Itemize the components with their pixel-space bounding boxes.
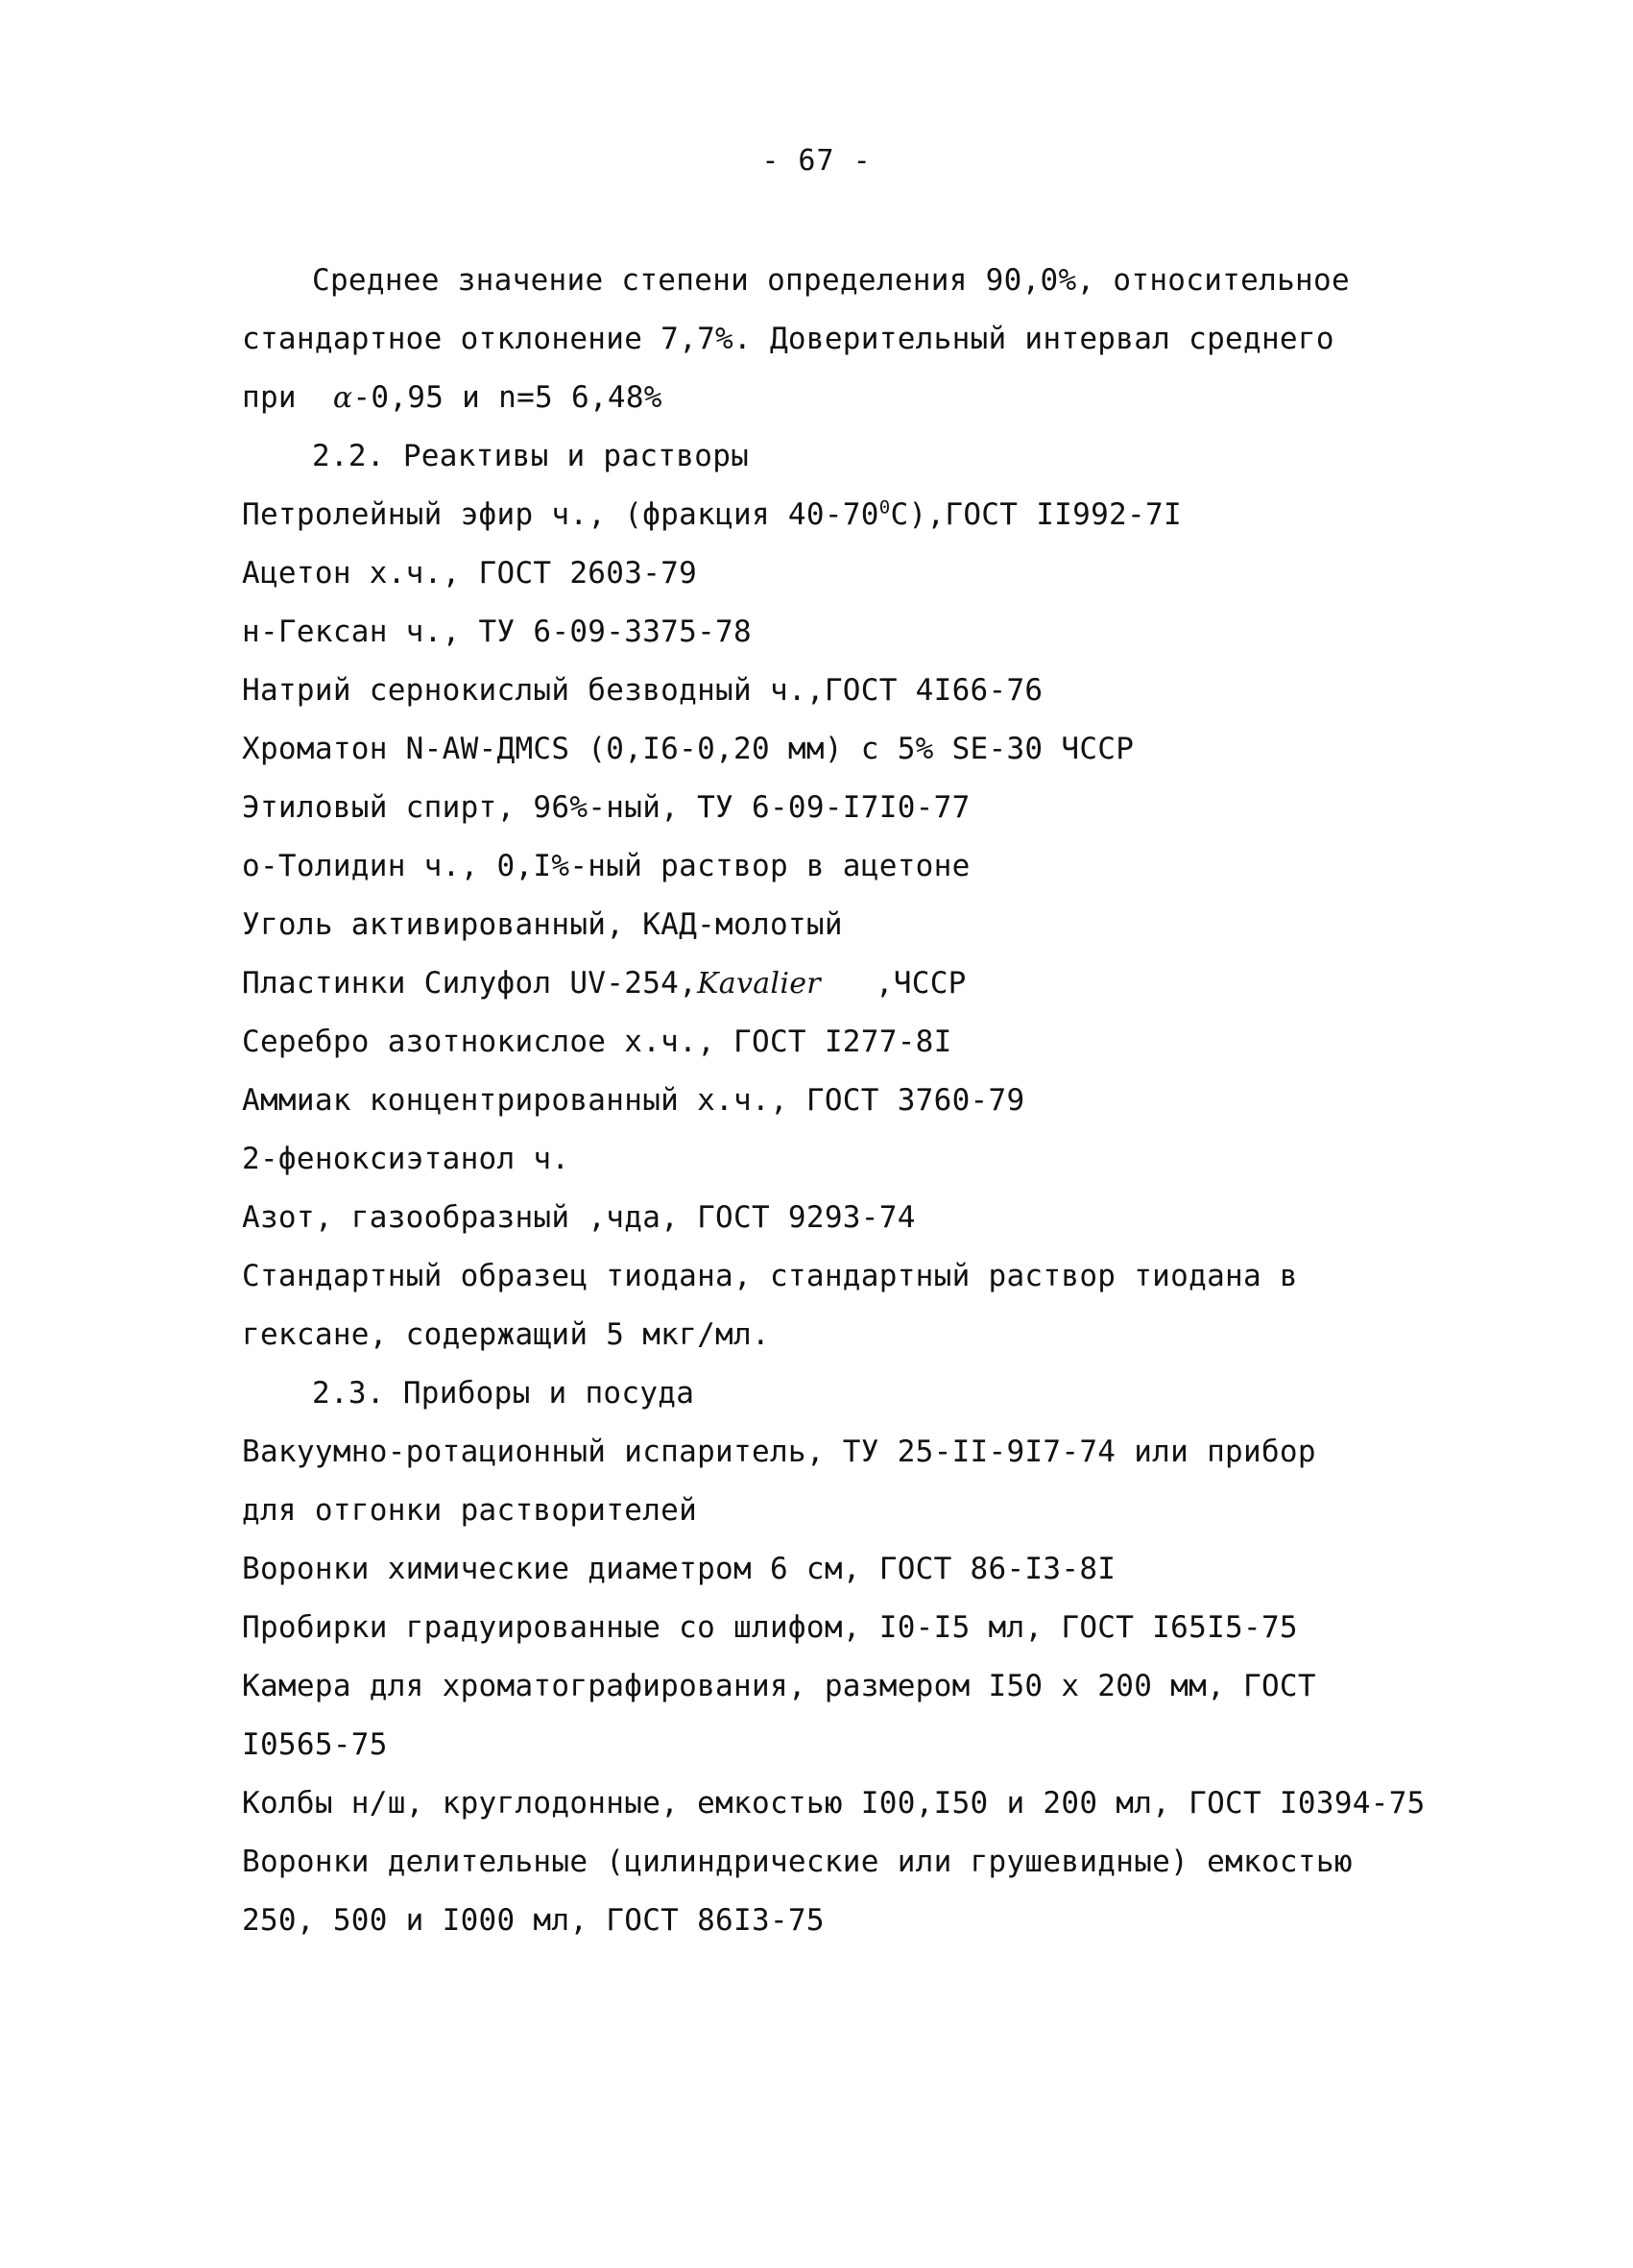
reagent-item: Стандартный образец тиодана, стандартный раствор тиодана в: [242, 1259, 1298, 1293]
equipment-item: Вакуумно-ротационный испаритель, ТУ 25-II-9I7-74 или прибор: [242, 1435, 1316, 1469]
equipment-item: 250, 500 и I000 мл, ГОСТ 86I3-75: [242, 1903, 825, 1938]
petroleum-ether-gost: С),ГОСТ II992-7I: [890, 497, 1182, 532]
reagent-item: Аммиак концентрированный х.ч., ГОСТ 3760-79: [242, 1083, 1025, 1118]
equipment-item: для отгонки растворителей: [242, 1493, 698, 1528]
reagent-item: Этиловый спирт, 96%-ный, ТУ 6-09-I7I0-77: [242, 790, 971, 825]
reagent-item: н-Гексан ч., ТУ 6-09-3375-78: [242, 615, 752, 649]
degree-superscript: 0: [878, 496, 891, 519]
stats-line-3-prefix: при: [242, 380, 315, 415]
equipment-item: Колбы н/ш, круглодонные, емкостью I00,I50 и 200 мл, ГОСТ I0394-75: [242, 1786, 1426, 1821]
reagent-item: Серебро азотнокислое х.ч., ГОСТ I277-8I: [242, 1025, 952, 1059]
equipment-item: Пробирки градуированные со шлифом, I0-I5 мл, ГОСТ I65I5-75: [242, 1610, 1298, 1645]
section-2-2-heading: 2.2. Реактивы и растворы: [312, 439, 750, 473]
reagent-item: 2-феноксиэтанол ч.: [242, 1142, 570, 1176]
reagent-item: Уголь активированный, КАД-молотый: [242, 907, 843, 942]
reagent-item: Ацетон х.ч., ГОСТ 2603-79: [242, 556, 698, 591]
stats-line-3: [242, 369, 1490, 427]
reagent-item: гексане, содержащий 5 мкг/мл.: [242, 1317, 770, 1352]
page-number: - 67 -: [761, 144, 872, 178]
alpha-symbol: α: [332, 381, 353, 415]
reagent-item: [242, 486, 1490, 544]
reagent-item: о-Толидин ч., 0,I%-ный раствор в ацетоне: [242, 849, 971, 883]
reagent-item: Хроматон N-AW-ДМСS (0,I6-0,20 мм) с 5% SE-30 ЧССР: [242, 732, 1135, 766]
stats-line-3-suffix: -0,95 и n=5 6,48%: [352, 380, 662, 415]
stats-line-1: Среднее значение степени определения 90,0%, относительное: [312, 263, 1350, 298]
reagent-item: [242, 954, 1490, 1013]
body-text: [242, 252, 1490, 1950]
equipment-item: Воронки делительные (цилиндрические или грушевидные) емкостью: [242, 1845, 1353, 1879]
silufol-country: ,ЧССР: [875, 966, 967, 1001]
equipment-item: Воронки химические диаметром 6 см, ГОСТ 86-I3-8I: [242, 1552, 1117, 1586]
equipment-item: I0565-75: [242, 1727, 388, 1762]
reagent-item: Азот, газообразный ,чда, ГОСТ 9293-74: [242, 1200, 916, 1235]
section-2-3-heading: 2.3. Приборы и посуда: [312, 1376, 695, 1411]
silufol-text: Пластинки Силуфол UV-254,: [242, 966, 698, 1001]
equipment-item: Камера для хроматографирования, размером I50 х 200 мм, ГОСТ: [242, 1669, 1316, 1703]
stats-line-2: стандартное отклонение 7,7%. Доверительный интервал среднего: [242, 322, 1334, 356]
petroleum-ether-text: Петролейный эфир ч., (фракция 40-70: [242, 497, 879, 532]
reagent-item: Натрий сернокислый безводный ч.,ГОСТ 4I66-76: [242, 673, 1044, 708]
handwritten-kavalier: Kavalier: [697, 967, 821, 1001]
